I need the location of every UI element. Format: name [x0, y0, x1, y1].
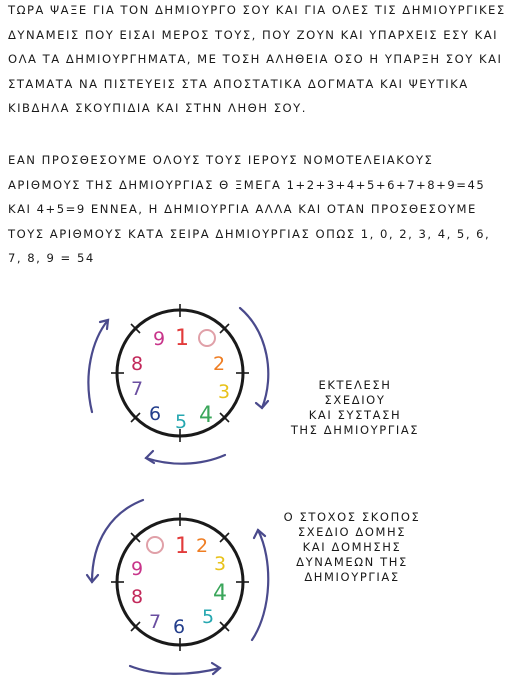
arrow-right-head-icon [256, 401, 268, 408]
numeral-1: 1 [175, 534, 189, 559]
caption-line: ΔΥΝΑΜΕΩΝ ΤΗΣ [296, 555, 408, 569]
zero-circle [199, 330, 215, 346]
arrow-bottom-icon [146, 455, 225, 464]
caption-line: ΚΑΙ ΔΟΜΗΣΗΣ [302, 540, 402, 554]
numeral-6: 6 [173, 616, 186, 638]
numeral-4: 4 [199, 403, 213, 428]
numeral-9: 9 [153, 328, 166, 350]
arrow-bottom-head-icon [146, 451, 154, 463]
caption-line: ΕΚΤΕΛΕΣΗ [318, 378, 392, 392]
numbers-paragraph: ΕΑΝ ΠΡΟΣΘΕΣΟΥΜΕ ΟΛΟΥΣ ΤΟΥΣ ΙΕΡΟΥΣ ΝΟΜΟΤΕΛΕΙΑΚΟΥΣ ΑΡΙΘΜΟΥΣ ΤΗΣ ΔΗΜΙΟΥΡΓΙΑΣ Θ ΞΜΕΓΑ 1+2+3+4+5+6+7+8+9=45 ΚΑΙ 4+5=9 ΕΝΝΕΑ, Η ΔΗΜΙΟΥΡΓΙΑ ΑΛΛΑ ΚΑΙ ΟΤΑΝ ΠΡΟΣΘΕΣΟΥΜΕ ΤΟΥΣ ΑΡΙΘΜΟΥΣ ΚΑΤΑ ΣΕΙΡΑ ΔΗΜΙΟΥΡΓΙΑΣ ΟΠΩΣ 1, 0, 2, 3, 4, 5, 6, 7, 8, 9 = 54 [8, 153, 491, 265]
numeral-7: 7 [149, 611, 162, 633]
numeral-5: 5 [202, 606, 215, 628]
numeral-2: 2 [196, 535, 209, 557]
caption-line: ΣΧΕΔΙΟ ΔΟΜΗΣ [297, 525, 407, 539]
figure-2-caption [262, 510, 442, 585]
numeral-6: 6 [149, 403, 162, 425]
numeral-3: 3 [218, 381, 231, 403]
caption-line: ΔΗΜΙΟΥΡΓΙΑΣ [304, 570, 400, 584]
figure-execution-plan [0, 300, 514, 480]
numeral-9: 9 [131, 558, 144, 580]
figure-1-caption [270, 378, 440, 438]
figure-goal-plan [0, 490, 514, 676]
caption-line: ΣΧΕΔΙΟΥ [324, 393, 386, 407]
arrow-bottom-icon [130, 666, 220, 674]
numeral-4: 4 [213, 581, 227, 606]
numeral-5: 5 [175, 411, 188, 433]
numeral-8: 8 [131, 353, 144, 375]
zero-circle [147, 537, 163, 553]
numeral-3: 3 [214, 553, 227, 575]
numeral-8: 8 [131, 586, 144, 608]
arrow-top-left-icon [88, 320, 108, 412]
caption-line: ΚΑΙ ΣΥΣΤΑΣΗ [308, 408, 402, 422]
numeral-2: 2 [213, 353, 226, 375]
arrow-right-icon [240, 308, 268, 408]
intro-paragraph: ΤΩΡΑ ΨΑΞΕ ΓΙΑ ΤΟΝ ΔΗΜΙΟΥΡΓΟ ΣΟΥ ΚΑΙ ΓΙΑ ΟΛΕΣ ΤΙΣ ΔΗΜΙΟΥΡΓΙΚΕΣ ΔΥΝΑΜΕΙΣ ΠΟΥ ΕΙΣΑΙ ΜΕΡΟΣ ΤΟΥΣ, ΠΟΥ ΖΟΥΝ ΚΑΙ ΥΠΑΡΧΕΙΣ ΕΣΥ ΚΑΙ ΟΛΑ ΤΑ ΔΗΜΙΟΥΡΓΗΜΑΤΑ, ΜΕ ΤΟΣΗ ΑΛΗΘΕΙΑ ΟΣΟ Η ΥΠΑΡΞΗ ΣΟΥ ΚΑΙ ΣΤΑΜΑΤΑ ΝΑ ΠΙΣΤΕΥΕΙΣ ΣΤΑ ΑΠΟΣΤΑΤΙΚΑ ΔΟΓΜΑΤΑ ΚΑΙ ΨΕΥΤΙΚΑ ΚΙΒΔΗΛΑ ΣΚΟΥΠΙΔΙΑ ΚΑΙ ΣΤΗΝ ΛΗΘΗ ΣΟΥ. [8, 3, 506, 115]
numeral-1: 1 [175, 326, 189, 351]
caption-line: ΤΗΣ ΔΗΜΙΟΥΡΓΙΑΣ [290, 423, 420, 437]
numeral-7: 7 [131, 378, 144, 400]
caption-line: Ο ΣΤΟΧΟΣ ΣΚΟΠΟΣ [283, 510, 421, 524]
